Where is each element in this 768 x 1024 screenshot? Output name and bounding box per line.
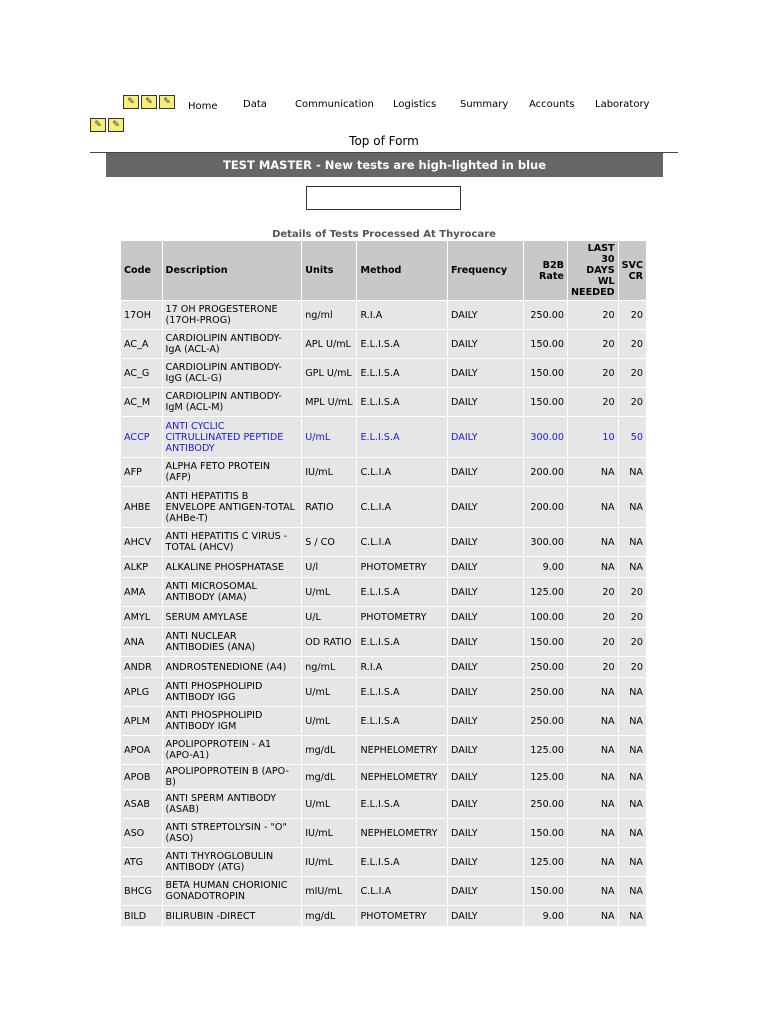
table-row <box>121 458 646 486</box>
nav-accounts[interactable]: Accounts <box>529 99 575 110</box>
cell-code: AMA <box>121 578 162 606</box>
cell-method: E.L.I.S.A <box>357 388 447 416</box>
cell-method: E.L.I.S.A <box>357 417 447 457</box>
cell-last30: 20 <box>568 607 618 627</box>
cell-method: R.I.A <box>357 657 447 677</box>
cell-code: APLG <box>121 678 162 706</box>
search-input[interactable] <box>306 186 461 210</box>
cell-code: APLM <box>121 707 162 735</box>
cell-b2b-rate: 250.00 <box>524 678 567 706</box>
cell-b2b-rate: 125.00 <box>524 736 567 764</box>
cell-svc: NA <box>619 458 646 486</box>
table-row <box>121 557 646 577</box>
table-row <box>121 487 646 527</box>
cell-units: U/L <box>302 607 356 627</box>
cell-last30: 20 <box>568 628 618 656</box>
table-row <box>121 707 646 735</box>
cell-code: ASAB <box>121 790 162 818</box>
cell-method: PHOTOMETRY <box>357 607 447 627</box>
cell-svc: 20 <box>619 607 646 627</box>
table-row <box>121 765 646 789</box>
cell-description: ANTI SPERM ANTIBODY (ASAB) <box>163 790 302 818</box>
cell-svc: 20 <box>619 388 646 416</box>
cell-units: APL U/mL <box>302 330 356 358</box>
header-units: Units <box>302 241 356 300</box>
cell-frequency: DAILY <box>448 557 523 577</box>
cell-units: MPL U/mL <box>302 388 356 416</box>
cell-method: NEPHELOMETRY <box>357 819 447 847</box>
cell-last30: 20 <box>568 657 618 677</box>
cell-b2b-rate: 150.00 <box>524 819 567 847</box>
cell-description: ANTI THYROGLOBULIN ANTIBODY (ATG) <box>163 848 302 876</box>
cell-b2b-rate: 9.00 <box>524 906 567 926</box>
cell-last30: NA <box>568 528 618 556</box>
cell-description: ANTI CYCLIC CITRULLINATED PEPTIDE ANTIBODY <box>163 417 302 457</box>
nav-summary[interactable]: Summary <box>460 99 509 110</box>
cell-frequency: DAILY <box>448 487 523 527</box>
cell-units: mg/dL <box>302 736 356 764</box>
cell-description: APOLIPOPROTEIN - A1 (APO-A1) <box>163 736 302 764</box>
cell-method: E.L.I.S.A <box>357 578 447 606</box>
cell-code: AC_M <box>121 388 162 416</box>
cell-frequency: DAILY <box>448 657 523 677</box>
cell-method: C.L.I.A <box>357 528 447 556</box>
cell-code: ANA <box>121 628 162 656</box>
cell-b2b-rate: 150.00 <box>524 359 567 387</box>
cell-description: ANTI HEPATITIS B ENVELOPE ANTIGEN-TOTAL (AHBe-T) <box>163 487 302 527</box>
cell-last30: NA <box>568 765 618 789</box>
cell-description: ANTI MICROSOMAL ANTIBODY (AMA) <box>163 578 302 606</box>
nav-communication[interactable]: Communication <box>295 99 374 110</box>
cell-units: mg/dL <box>302 906 356 926</box>
cell-frequency: DAILY <box>448 848 523 876</box>
cell-units: IU/mL <box>302 458 356 486</box>
table-row <box>121 877 646 905</box>
cell-frequency: DAILY <box>448 678 523 706</box>
cell-b2b-rate: 300.00 <box>524 417 567 457</box>
table-row <box>121 736 646 764</box>
cell-units: IU/mL <box>302 819 356 847</box>
table-row <box>121 528 646 556</box>
pencil-icon[interactable]: ✎ <box>159 95 175 109</box>
nav-logistics[interactable]: Logistics <box>393 99 437 110</box>
cell-method: E.L.I.S.A <box>357 330 447 358</box>
cell-frequency: DAILY <box>448 906 523 926</box>
cell-code: ASO <box>121 819 162 847</box>
cell-description: ANTI NUCLEAR ANTIBODIES (ANA) <box>163 628 302 656</box>
cell-last30: NA <box>568 790 618 818</box>
cell-units: mg/dL <box>302 765 356 789</box>
table-caption: Details of Tests Processed At Thyrocare <box>272 229 496 240</box>
cell-method: E.L.I.S.A <box>357 707 447 735</box>
cell-method: E.L.I.S.A <box>357 628 447 656</box>
cell-last30: NA <box>568 819 618 847</box>
cell-last30: 20 <box>568 330 618 358</box>
table-row <box>121 330 646 358</box>
cell-last30: 20 <box>568 388 618 416</box>
header-frequency: Frequency <box>448 241 523 300</box>
cell-method: PHOTOMETRY <box>357 906 447 926</box>
pencil-icon[interactable]: ✎ <box>90 118 106 132</box>
cell-svc: NA <box>619 848 646 876</box>
cell-code: AC_A <box>121 330 162 358</box>
cell-method: PHOTOMETRY <box>357 557 447 577</box>
cell-svc: 20 <box>619 359 646 387</box>
header-b2b-rate: B2B Rate <box>524 241 567 300</box>
cell-description: APOLIPOPROTEIN B (APO-B) <box>163 765 302 789</box>
cell-units: ng/ml <box>302 301 356 329</box>
cell-method: R.I.A <box>357 301 447 329</box>
cell-last30: 10 <box>568 417 618 457</box>
table-row <box>121 657 646 677</box>
cell-svc: NA <box>619 707 646 735</box>
cell-description: SERUM AMYLASE <box>163 607 302 627</box>
cell-units: OD RATIO <box>302 628 356 656</box>
cell-code: BHCG <box>121 877 162 905</box>
top-of-form-label: Top of Form <box>349 134 419 148</box>
nav-home[interactable]: Home <box>188 101 218 112</box>
nav-data[interactable]: Data <box>243 99 267 110</box>
table-row <box>121 819 646 847</box>
cell-description: ALKALINE PHOSPHATASE <box>163 557 302 577</box>
cell-description: ANTI HEPATITIS C VIRUS - TOTAL (AHCV) <box>163 528 302 556</box>
cell-frequency: DAILY <box>448 578 523 606</box>
cell-description: CARDIOLIPIN ANTIBODY- IgA (ACL-A) <box>163 330 302 358</box>
table-row <box>121 417 646 457</box>
cell-b2b-rate: 100.00 <box>524 607 567 627</box>
cell-frequency: DAILY <box>448 388 523 416</box>
cell-last30: NA <box>568 487 618 527</box>
cell-method: C.L.I.A <box>357 458 447 486</box>
cell-frequency: DAILY <box>448 707 523 735</box>
nav-icon-group-secondary <box>90 118 124 132</box>
cell-code: APOA <box>121 736 162 764</box>
cell-code: ANDR <box>121 657 162 677</box>
cell-b2b-rate: 250.00 <box>524 657 567 677</box>
header-method: Method <box>357 241 447 300</box>
cell-frequency: DAILY <box>448 301 523 329</box>
cell-description: ANTI PHOSPHOLIPID ANTIBODY IGG <box>163 678 302 706</box>
pencil-icon[interactable]: ✎ <box>141 95 157 109</box>
cell-description: ANTI PHOSPHOLIPID ANTIBODY IGM <box>163 707 302 735</box>
cell-method: C.L.I.A <box>357 877 447 905</box>
cell-description: ALPHA FETO PROTEIN (AFP) <box>163 458 302 486</box>
cell-units: S / CO <box>302 528 356 556</box>
cell-svc: 20 <box>619 301 646 329</box>
cell-b2b-rate: 150.00 <box>524 330 567 358</box>
cell-units: U/mL <box>302 790 356 818</box>
cell-units: U/l <box>302 557 356 577</box>
header-description: Description <box>163 241 302 300</box>
cell-method: E.L.I.S.A <box>357 848 447 876</box>
cell-b2b-rate: 250.00 <box>524 790 567 818</box>
cell-b2b-rate: 9.00 <box>524 557 567 577</box>
cell-frequency: DAILY <box>448 877 523 905</box>
table-row <box>121 628 646 656</box>
cell-b2b-rate: 150.00 <box>524 388 567 416</box>
cell-last30: NA <box>568 906 618 926</box>
cell-svc: NA <box>619 877 646 905</box>
cell-last30: NA <box>568 557 618 577</box>
nav-laboratory[interactable]: Laboratory <box>595 99 650 110</box>
header-svc: SVC CR <box>619 241 646 300</box>
cell-b2b-rate: 300.00 <box>524 528 567 556</box>
cell-units: mIU/mL <box>302 877 356 905</box>
cell-b2b-rate: 250.00 <box>524 707 567 735</box>
cell-b2b-rate: 200.00 <box>524 487 567 527</box>
cell-svc: NA <box>619 557 646 577</box>
cell-description: CARDIOLIPIN ANTIBODY- IgM (ACL-M) <box>163 388 302 416</box>
cell-method: NEPHELOMETRY <box>357 736 447 764</box>
cell-frequency: DAILY <box>448 359 523 387</box>
cell-description: ANTI STREPTOLYSIN - "O" (ASO) <box>163 819 302 847</box>
table-row <box>121 359 646 387</box>
cell-last30: 20 <box>568 301 618 329</box>
cell-method: E.L.I.S.A <box>357 359 447 387</box>
cell-frequency: DAILY <box>448 790 523 818</box>
cell-b2b-rate: 250.00 <box>524 301 567 329</box>
cell-method: E.L.I.S.A <box>357 790 447 818</box>
cell-frequency: DAILY <box>448 765 523 789</box>
table-row <box>121 388 646 416</box>
cell-frequency: DAILY <box>448 607 523 627</box>
cell-units: IU/mL <box>302 848 356 876</box>
cell-b2b-rate: 125.00 <box>524 848 567 876</box>
cell-code: APOB <box>121 765 162 789</box>
table-header-row <box>121 241 646 300</box>
table-row <box>121 848 646 876</box>
cell-code: AFP <box>121 458 162 486</box>
tests-table <box>120 240 647 927</box>
cell-code: AHBE <box>121 487 162 527</box>
cell-code: AC_G <box>121 359 162 387</box>
cell-units: U/mL <box>302 578 356 606</box>
cell-svc: 20 <box>619 330 646 358</box>
cell-frequency: DAILY <box>448 736 523 764</box>
cell-b2b-rate: 200.00 <box>524 458 567 486</box>
cell-b2b-rate: 150.00 <box>524 877 567 905</box>
cell-last30: NA <box>568 707 618 735</box>
cell-code: AHCV <box>121 528 162 556</box>
cell-svc: NA <box>619 819 646 847</box>
cell-svc: NA <box>619 528 646 556</box>
cell-frequency: DAILY <box>448 417 523 457</box>
cell-method: NEPHELOMETRY <box>357 765 447 789</box>
cell-b2b-rate: 150.00 <box>524 628 567 656</box>
main-nav <box>188 99 649 112</box>
cell-description: BILIRUBIN -DIRECT <box>163 906 302 926</box>
table-row <box>121 790 646 818</box>
table-row <box>121 301 646 329</box>
cell-code: ACCP <box>121 417 162 457</box>
cell-description: 17 OH PROGESTERONE (17OH-PROG) <box>163 301 302 329</box>
cell-units: GPL U/mL <box>302 359 356 387</box>
cell-frequency: DAILY <box>448 458 523 486</box>
cell-last30: NA <box>568 848 618 876</box>
table-row <box>121 906 646 926</box>
cell-code: 17OH <box>121 301 162 329</box>
cell-frequency: DAILY <box>448 628 523 656</box>
cell-units: U/mL <box>302 678 356 706</box>
cell-svc: NA <box>619 736 646 764</box>
cell-units: ng/mL <box>302 657 356 677</box>
cell-svc: NA <box>619 678 646 706</box>
table-row <box>121 578 646 606</box>
cell-svc: NA <box>619 487 646 527</box>
cell-last30: NA <box>568 877 618 905</box>
cell-code: BILD <box>121 906 162 926</box>
pencil-icon[interactable]: ✎ <box>123 95 139 109</box>
cell-frequency: DAILY <box>448 330 523 358</box>
cell-svc: 20 <box>619 578 646 606</box>
header-last30: LAST 30 DAYS WL NEEDED <box>568 241 618 300</box>
cell-frequency: DAILY <box>448 528 523 556</box>
cell-units: U/mL <box>302 707 356 735</box>
cell-svc: 50 <box>619 417 646 457</box>
cell-units: RATIO <box>302 487 356 527</box>
header-code: Code <box>121 241 162 300</box>
cell-svc: 20 <box>619 657 646 677</box>
cell-method: E.L.I.S.A <box>357 678 447 706</box>
cell-last30: 20 <box>568 359 618 387</box>
cell-description: CARDIOLIPIN ANTIBODY- IgG (ACL-G) <box>163 359 302 387</box>
cell-code: AMYL <box>121 607 162 627</box>
cell-last30: NA <box>568 678 618 706</box>
cell-svc: NA <box>619 765 646 789</box>
nav-icon-group <box>123 95 175 109</box>
cell-svc: 20 <box>619 628 646 656</box>
cell-svc: NA <box>619 790 646 818</box>
cell-frequency: DAILY <box>448 819 523 847</box>
cell-last30: 20 <box>568 578 618 606</box>
cell-method: C.L.I.A <box>357 487 447 527</box>
table-row <box>121 678 646 706</box>
cell-units: U/mL <box>302 417 356 457</box>
cell-description: BETA HUMAN CHORIONIC GONADOTROPIN <box>163 877 302 905</box>
cell-b2b-rate: 125.00 <box>524 578 567 606</box>
cell-svc: NA <box>619 906 646 926</box>
cell-code: ALKP <box>121 557 162 577</box>
cell-last30: NA <box>568 458 618 486</box>
table-row <box>121 607 646 627</box>
pencil-icon[interactable]: ✎ <box>108 118 124 132</box>
cell-b2b-rate: 125.00 <box>524 765 567 789</box>
test-master-banner: TEST MASTER - New tests are high-lighted in blue <box>106 153 663 177</box>
cell-description: ANDROSTENEDIONE (A4) <box>163 657 302 677</box>
cell-last30: NA <box>568 736 618 764</box>
cell-code: ATG <box>121 848 162 876</box>
